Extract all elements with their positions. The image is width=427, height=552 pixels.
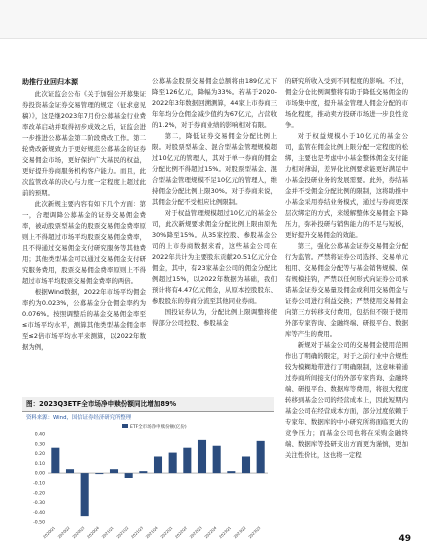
bar [154,456,162,473]
bar [81,473,89,516]
x-tick-label: 2020Q4 [85,525,101,540]
bar [66,469,74,473]
paragraph: 国投证券认为，分配比例上限调整将使得部分公司控股、参股基金 [152,308,277,327]
x-tick-label: 2022Q2 [173,525,189,540]
bar [183,448,191,473]
x-tick-label: 2021Q1 [100,525,115,540]
bar [95,473,103,474]
bar [213,446,221,473]
bar [242,456,250,473]
x-tick-label: 2021Q4 [144,525,159,540]
x-tick-label: 2023Q3 [247,525,262,540]
bar [110,469,118,473]
paragraph: 对于权益规模小于10亿元的基金公司，监管在佣金比例上限分配一定程度的松绑，主要也是考虑中小基金整体佣金支付能力相对薄弱，差异化比例要求能更好满足中小基金投研业务的发展需要。此外，券结基金并不受佣金分配比例的限制，这将助推中小基金采用券结业务模式，通过与券商更深层次绑定的方式，来缓解整体交易佣金下降压力，弥补投研与销售能力的不足与短板，更好提升交易佣金的效能。 [285,132,408,239]
bar [257,441,265,473]
figure-title: 图：2023Q3ETF全市场净申赎份额同比增加89% [22,397,274,412]
y-tick-label: 0.30 [34,442,45,448]
paragraph: 根据Wind数据，2022年市场平均佣金率约为0.023%，公募基金分仓佣金率约为0.076%。按照调整后的基金交易佣金率至≤市场平均水平，测算其他类型基金佣金率至≤2倍市场平均水平来测算，以2022年数据为例， [22,288,146,351]
legend-label: ETF全市场净申赎份额(亿份) [130,425,187,430]
y-tick-label: -0.30 [33,501,45,507]
legend-swatch [122,424,128,428]
bar [169,453,177,474]
x-tick-label: 2022Q1 [159,525,174,540]
section-heading: 助推行业回归本源 [22,78,78,86]
text-column-1 [22,76,146,353]
text-column-2 [152,76,277,329]
y-tick-label: 0.40 [34,432,45,438]
y-tick-label: 0.20 [34,452,45,458]
y-tick-label: 0.00 [34,471,45,477]
bar-chart [22,422,274,548]
paragraph: 此次证监会公布《关于加强公开募集证券投资基金证券交易管理的规定（征求意见稿）》，这是继2023年7月份公募基金行业费率改革启动并取得初步成效之后，证监会进一步推进公募基金第二阶段费改工作。第二轮费改新规致力于更好规范公募基金的证券交易佣金市场，更好保护广大基民的权益，更好提升券商服务机构客户能力。而且，此次监管改革的决心与力度一定程度上超过此前的预期。 [22,90,146,197]
bar [125,473,133,478]
x-tick-label: 2023Q2 [232,525,247,540]
x-tick-label: 2020Q3 [71,525,86,540]
bar [198,440,206,473]
text-column-3 [285,76,408,461]
paragraph: 对于权益管理规模超过10亿元的基金公司，此次新规要求佣金分配比例上限由原先30%降至15%。从35家控股、参股基金公司的上市券商数据来看，这些基金公司在2022年共计为主要股东贡献20.51亿元分仓佣金，其中，有23家基金公司的佣金分配比例超过15%，以2022年数据为基础，我们预计将有4.47亿元佣金，从原本控股股东、参股股东的券商分流至其他同业券商。 [152,209,277,305]
paragraph: 此次新规主要内容有如下几个方面：第一，合理调降公募基金的证券交易佣金费率，被动股票型基金的股票交易佣金费率原则上不得超过市场平均股票交易佣金费率，且不得通过交易佣金支付研究服务等其他费用；其他类型基金可以通过交易佣金支付研究服务费用，股票交易佣金费率原则上不得超过市场平均股票交易佣金费率的两倍。 [22,200,146,285]
paragraph: 第三，强化公募基金证券交易佣金分配行为监管。严禁将证券公司选择、交易单元租用、交易佣金分配等与基金销售规模、保有规模挂钩，严禁以任何形式向证券公司承诺基金证券交易量及佣金或利用交易佣金与证券公司进行利益交换；严禁使用交易佣金向第三方转移支付费用，包括但不限于使用外部专家咨询、金融终端、研报平台、数据库等产生的费用。 [285,242,408,338]
figure-source-label: 资料来源：Wind，国信证券经济研究所整理 [26,415,132,421]
y-tick-label: -0.40 [33,510,45,516]
bar [227,471,235,473]
x-tick-label: 2023Q1 [217,525,233,540]
y-tick-label: -0.10 [33,481,45,487]
bar [139,471,147,473]
figure-source [26,414,274,422]
header-band [0,0,427,39]
x-tick-label: 2021Q2 [115,525,130,540]
x-tick-label: 2020Q1 [41,525,57,540]
figure [22,397,274,547]
x-tick-label: 2020Q2 [56,525,71,540]
x-tick-label: 2022Q3 [188,525,203,540]
x-tick-label: 2022Q4 [203,525,218,540]
y-tick-label: 0.10 [34,461,45,467]
y-tick-label: -0.50 [33,520,45,526]
bar [51,448,59,473]
paragraph: 公募基金股票交易佣金总额将由189亿元下降至126亿元，降幅为33%。若基于2020-2022年3年数据回溯测算，44家上市券商三年年均分仓佣金减少值约为67亿元，占营收的1.2%，对于券商业绩的影响相对有限。 [152,77,277,129]
paragraph: 新规对于基金公司的交易佣金使用范围作出了明确的限定，对于之前行业中合规性较为模糊地带进行了明确限制，这意味着通过券商所间接支付的外部专家咨询、金融终端、研报平台、数据库等费用，将很大程度转移到基金公司的经营成本上，因此短期内基金公司在经营成本方面，部分过度依赖于专家年、数据库的中小研究所将面临更大的竞争压力；而基金公司也将在采购金融终端、数据库等投研支出方面更为谨慎，更加关注性价比，这也将一定程 [285,341,408,459]
paragraph: 的研究所收入受到不同程度的影响。不过，佣金分仓比例调整将有助于降低交易佣金的市场集中度，提升基金管理人佣金分配的市场化程度，推动卖方投研市场进一步良性竞争。 [285,77,408,129]
x-tick-label: 2021Q3 [129,525,145,540]
page-number: 49 [398,534,411,544]
y-tick-label: -0.20 [33,491,45,497]
paragraph: 第二，降低证券交易佣金分配比例上限。对股票型基金、混合型基金管理规模超过10亿元的管理人，其对于单一券商的佣金分配比例不得超过15%。对股票型基金、混合型基金管理规模不足10亿元的管理人，维持佣金分配比例上限30%。对于券商来说，其佣金分配不受相应比例限制。 [152,132,277,206]
